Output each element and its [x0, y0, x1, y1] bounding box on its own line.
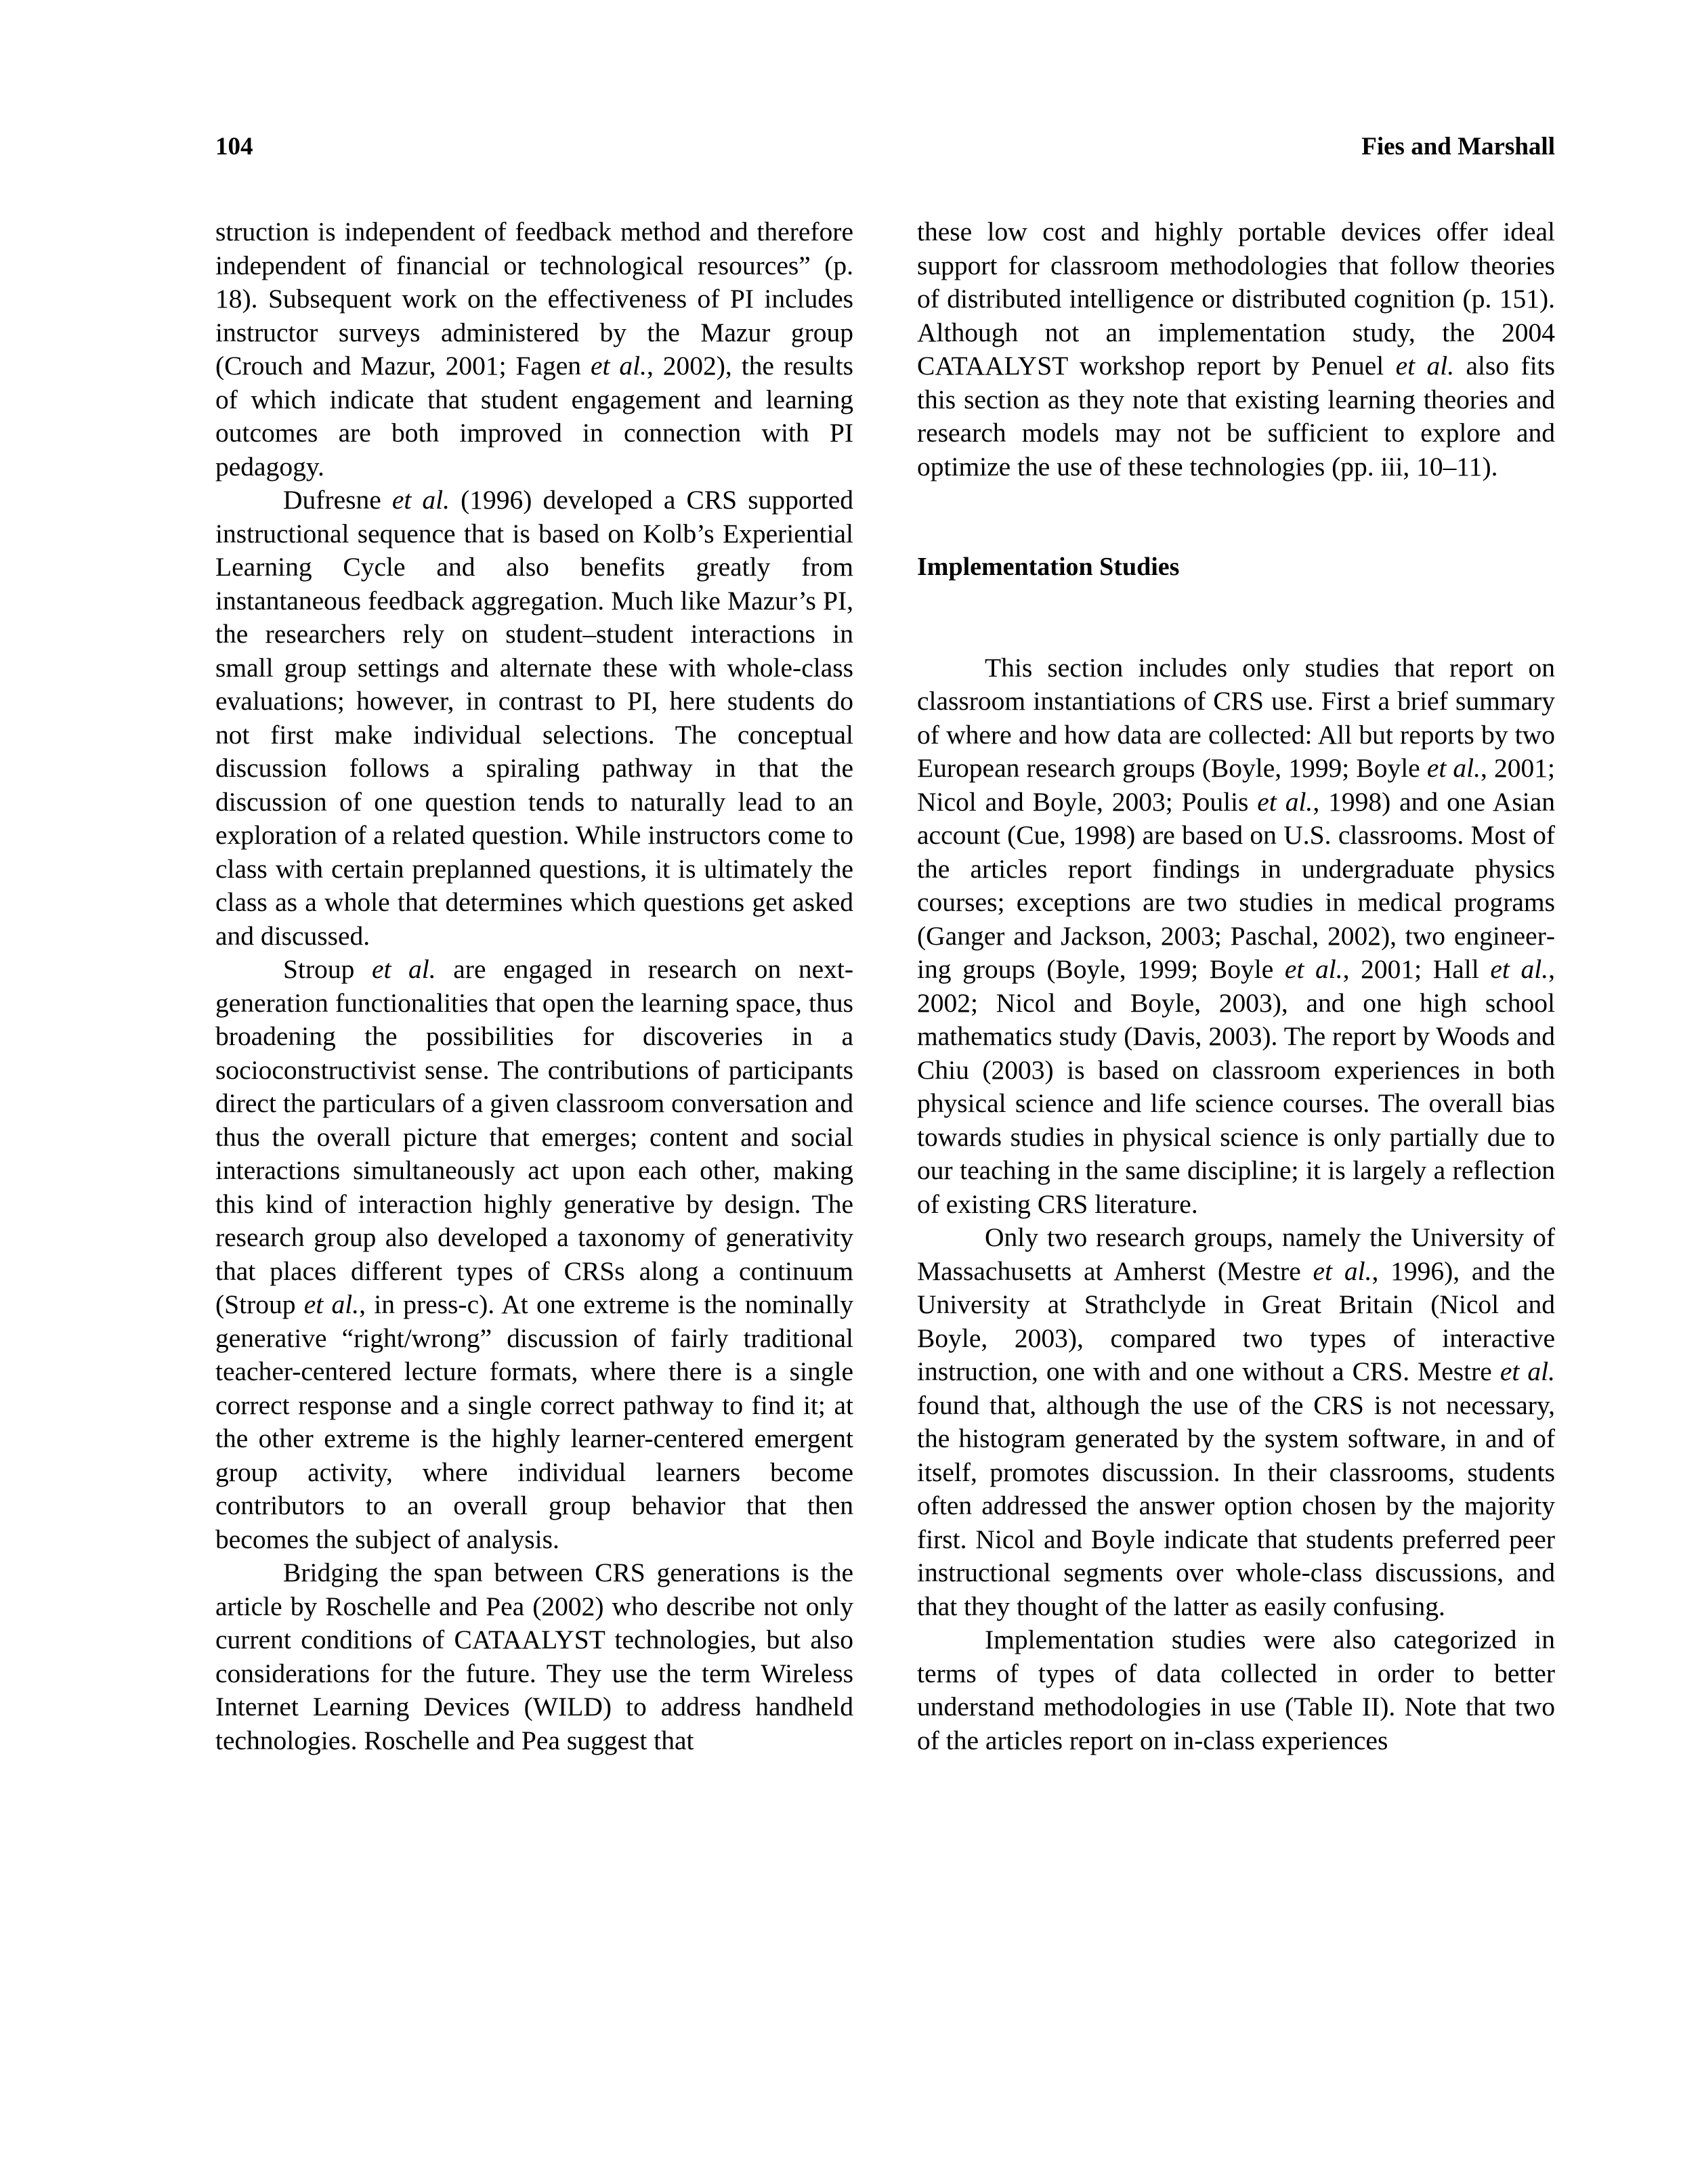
text-run: also fits this section as they note that existing learning theories and research models may not be sufficient to explore and optimize the use of these technologies (pp. iii, 10–11). — [917, 351, 1556, 481]
paragraph — [215, 215, 853, 484]
text-run: This section includes only studies that report on classroom instantiations of CRS use. First a brief summary of where and how data are collected: All but reports by two European research groups (Boyle, 1999; Boyle — [917, 652, 1555, 783]
italic-text: et al. — [1499, 1356, 1555, 1386]
paragraph — [215, 1556, 853, 1757]
italic-text: et al. — [1395, 351, 1455, 381]
italic-text: et al. — [1284, 954, 1343, 984]
italic-text: et al. — [1426, 753, 1481, 783]
italic-text: et al. — [391, 485, 450, 515]
italic-text: et al. — [590, 351, 647, 381]
text-run: , 2002; Nicol and Boyle, 2003), and one high school mathematics study (Davis, 2003). The report by Woods and Chiu (2003) is based on classroom experiences in both physical science and life science courses. The overall bias towards studies in physical science is only partially due to our teaching in the same discipline; it is largely a reflection of existing CRS literature. — [917, 954, 1556, 1219]
text-run: Only two research groups, namely the University of Massachusetts at Amherst (Mestre — [917, 1222, 1555, 1286]
text-run: Dufresne — [283, 485, 392, 515]
left-column — [215, 215, 853, 1757]
running-title: Fies and Marshall — [1361, 133, 1555, 160]
paragraph — [917, 1221, 1555, 1623]
text-run: , 2001; Hall — [1342, 954, 1491, 984]
text-run: Bridging the span between CRS generations is the article by Roschelle and Pea (2002) who describe not only current conditions of CATAALYST technologies, but also considerations for the future. They use the term Wireless Internet Learning Devices (WILD) to address handheld technologies. Roschelle and Pea suggest that — [215, 1558, 853, 1755]
text-run: are engaged in research on next-generation functionalities that open the learning space, thus broadening the possibilities for discoveries in a socioconstructivist sense. The contributions of participants direct the particulars of a given classroom conversation and thus the overall picture that emerges; content and social interactions simultaneously act upon each other, making this kind of interaction highly generative by design. The research group also developed a taxonomy of generativity that places different types of CRSs along a continuum (Stroup — [215, 954, 853, 1319]
paragraph — [215, 953, 853, 1556]
section-heading: Implementation Studies — [917, 553, 1180, 581]
paragraph — [215, 484, 853, 953]
italic-text: et al. — [1313, 1256, 1372, 1286]
text-run: found that, although the use of the CRS is not necessary, the histogram generated by the system software, in and of itself, promotes discussion. In their classrooms, students often addressed the answer option chosen by the majority first. Nicol and Boyle indicate that students preferred peer instructional segments over whole-class discussions, and that they thought of the latter as easily confusing. — [917, 1390, 1555, 1621]
text-run: , 1996), and the University at Strathclyde in Great Britain (Nicol and Boyle, 2003), compared two types of interactive instruction, one with and one without a CRS. Mestre — [917, 1256, 1556, 1386]
text-run: , 1998) and one Asian account (Cue, 1998) are based on U.S. classrooms. Most of the articles report findings in undergraduate physics courses; exceptions are two studies in medical programs (Ganger and Jackson, 2003; Paschal, 2002), two engineering groups (Boyle, 1999; Boyle — [917, 786, 1555, 984]
text-run: Stroup — [283, 954, 372, 984]
italic-text: et al. — [1490, 954, 1549, 984]
text-run: Implementation studies were also categorized in terms of types of data collected in order to better understand methodologies in use (Table II). Note that two of the articles report on in-class experiences — [917, 1625, 1555, 1755]
text-run: these low cost and highly portable devices offer ideal support for classroom methodologies that follow theories of distributed intelligence or distributed cognition (p. 151). Although not an implementation study, the 2004 CATAALYST workshop report by Penuel — [917, 217, 1555, 381]
text-run: struction is independent of feedback method and therefore independent of financial or technological resources” (p. 18). Subsequent work on the effectiveness of PI includes instructor surveys administered by the Mazur group (Crouch and Mazur, 2001; Fagen — [215, 217, 853, 381]
text-run: , in press-c). At one extreme is the nominally generative “right/wrong” discussion of fairly traditional teacher-centered lecture formats, where there is a single correct response and a single correct pathway to find it; at the other extreme is the highly learner-centered emergent group activity, where individual learners become contributors to an overall group behavior that then becomes the subject of analysis. — [215, 1289, 854, 1554]
page-number: 104 — [215, 133, 253, 160]
paragraph — [917, 1623, 1555, 1757]
text-run: , 2001; Nicol and Boyle, 2003; Poulis — [917, 753, 1555, 817]
text-run: , 2002), the results of which indicate that student engagement and learning outcomes are both improved in connection with PI pedagogy. — [215, 351, 854, 481]
right-column — [917, 215, 1555, 1757]
text-run: (1996) developed a CRS supported instructional sequence that is based on Kolb’s Experiential Learning Cycle and also benefits greatly from instantaneous feedback aggregation. Much like Mazur’s PI, the researchers rely on student–student interactions in small group settings and alternate these with whole-class evaluations; however, in contrast to PI, here students do not first make individual selections. The conceptual discussion follows a spiraling pathway in that the discussion of one question tends to naturally lead to an exploration of a related question. While instructors come to class with certain preplanned questions, it is ultimately the class as a whole that determines which questions get asked and discussed. — [215, 485, 853, 951]
italic-text: et al. — [1257, 786, 1313, 817]
paragraph — [917, 215, 1555, 484]
running-header — [215, 130, 1555, 164]
italic-text: et al. — [371, 954, 436, 984]
italic-text: et al. — [303, 1289, 360, 1319]
paragraph — [917, 651, 1555, 1222]
